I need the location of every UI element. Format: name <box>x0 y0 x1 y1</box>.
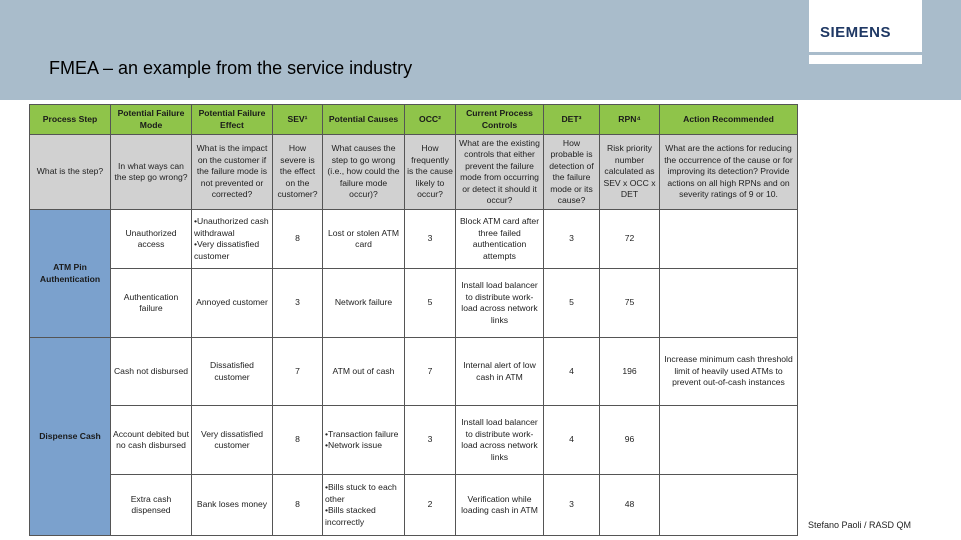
column-header: Process Step <box>30 105 111 135</box>
column-header: OCC² <box>405 105 456 135</box>
rpn-cell: 96 <box>600 406 660 475</box>
column-header: Potential Failure Mode <box>111 105 192 135</box>
column-header: RPN⁴ <box>600 105 660 135</box>
table-row <box>30 269 798 338</box>
column-header: Potential Causes <box>323 105 405 135</box>
controls-cell: Verification while loading cash in ATM <box>456 475 544 536</box>
sev-cell: 3 <box>273 269 323 338</box>
column-header: Action Recommended <box>660 105 798 135</box>
effect-item: • Very dissatisfied customer <box>194 239 270 262</box>
controls-cell: Install load balancer to distribute work-load across network links <box>456 406 544 475</box>
question-cell: How probable is detection of the failure mode or its cause? <box>544 135 600 210</box>
question-cell: Risk priority number calculated as SEV x OCC x DET <box>600 135 660 210</box>
cause-cell: ATM out of cash <box>323 338 405 406</box>
sev-cell: 7 <box>273 338 323 406</box>
siemens-logo: SIEMENS <box>820 24 892 41</box>
rpn-cell: 48 <box>600 475 660 536</box>
cause-cell <box>323 406 405 475</box>
det-cell: 5 <box>544 269 600 338</box>
failure-mode-cell: Account debited but no cash disbursed <box>111 406 192 475</box>
controls-cell: Install load balancer to distribute work-load across network links <box>456 269 544 338</box>
occ-cell: 5 <box>405 269 456 338</box>
action-cell: Increase minimum cash threshold limit of heavily used ATMs to prevent out-of-cash instances <box>660 338 798 406</box>
table-row <box>30 406 798 475</box>
sev-cell: 8 <box>273 475 323 536</box>
sev-cell: 8 <box>273 406 323 475</box>
fmea-table <box>29 104 798 536</box>
cause-cell: Network failure <box>323 269 405 338</box>
rpn-cell: 196 <box>600 338 660 406</box>
footer-credit: Stefano Paoli / RASD QM <box>808 520 912 530</box>
action-cell <box>660 475 798 536</box>
controls-cell: Block ATM card after three failed authentication attempts <box>456 210 544 269</box>
effect-item: • Unauthorized cash withdrawal <box>194 216 270 239</box>
question-cell: What causes the step to go wrong (i.e., how could the failure mode occur)? <box>323 135 405 210</box>
det-cell: 4 <box>544 338 600 406</box>
det-cell: 3 <box>544 210 600 269</box>
action-cell <box>660 269 798 338</box>
occ-cell: 3 <box>405 210 456 269</box>
header-row <box>30 105 798 135</box>
cause-item: • Bills stacked incorrectly <box>325 505 402 528</box>
table-row <box>30 210 798 269</box>
cause-cell: Lost or stolen ATM card <box>323 210 405 269</box>
question-cell: What is the step? <box>30 135 111 210</box>
column-header: DET³ <box>544 105 600 135</box>
column-header: Potential Failure Effect <box>192 105 273 135</box>
table-row <box>30 475 798 536</box>
slide-title: FMEA – an example from the service industry <box>49 58 413 78</box>
process-step-cell: ATM Pin Authentication <box>30 210 111 338</box>
action-cell <box>660 210 798 269</box>
table-row <box>30 338 798 406</box>
controls-cell: Internal alert of low cash in ATM <box>456 338 544 406</box>
question-cell: How frequently is the cause likely to occur? <box>405 135 456 210</box>
occ-cell: 7 <box>405 338 456 406</box>
failure-mode-cell: Extra cash dispensed <box>111 475 192 536</box>
sev-cell: 8 <box>273 210 323 269</box>
failure-effect-cell: Bank loses money <box>192 475 273 536</box>
process-step-cell: Dispense Cash <box>30 338 111 536</box>
occ-cell: 3 <box>405 406 456 475</box>
failure-mode-cell: Cash not disbursed <box>111 338 192 406</box>
cause-cell <box>323 475 405 536</box>
failure-effect-cell: Very dissatisfied customer <box>192 406 273 475</box>
failure-effect-cell: Dissatisfied customer <box>192 338 273 406</box>
failure-effect-cell <box>192 210 273 269</box>
question-cell: What are the existing controls that either prevent the failure mode from occurring or detect it should it occur? <box>456 135 544 210</box>
cause-item: • Bills stuck to each other <box>325 482 402 505</box>
det-cell: 3 <box>544 475 600 536</box>
failure-effect-cell: Annoyed customer <box>192 269 273 338</box>
question-row <box>30 135 798 210</box>
rpn-cell: 72 <box>600 210 660 269</box>
failure-mode-cell: Unauthorized access <box>111 210 192 269</box>
cause-item: • Transaction failure <box>325 429 402 441</box>
cause-item: • Network issue <box>325 440 402 452</box>
question-cell: What are the actions for reducing the occurrence of the cause or for improving its detection? Provide actions on all high RPNs and on severity ratings of 9 or 10. <box>660 135 798 210</box>
column-header: Current Process Controls <box>456 105 544 135</box>
occ-cell: 2 <box>405 475 456 536</box>
question-cell: How severe is the effect on the customer? <box>273 135 323 210</box>
logo-bar <box>809 55 922 64</box>
action-cell <box>660 406 798 475</box>
column-header: SEV¹ <box>273 105 323 135</box>
question-cell: What is the impact on the customer if the failure mode is not prevented or corrected? <box>192 135 273 210</box>
rpn-cell: 75 <box>600 269 660 338</box>
question-cell: In what ways can the step go wrong? <box>111 135 192 210</box>
det-cell: 4 <box>544 406 600 475</box>
failure-mode-cell: Authentication failure <box>111 269 192 338</box>
